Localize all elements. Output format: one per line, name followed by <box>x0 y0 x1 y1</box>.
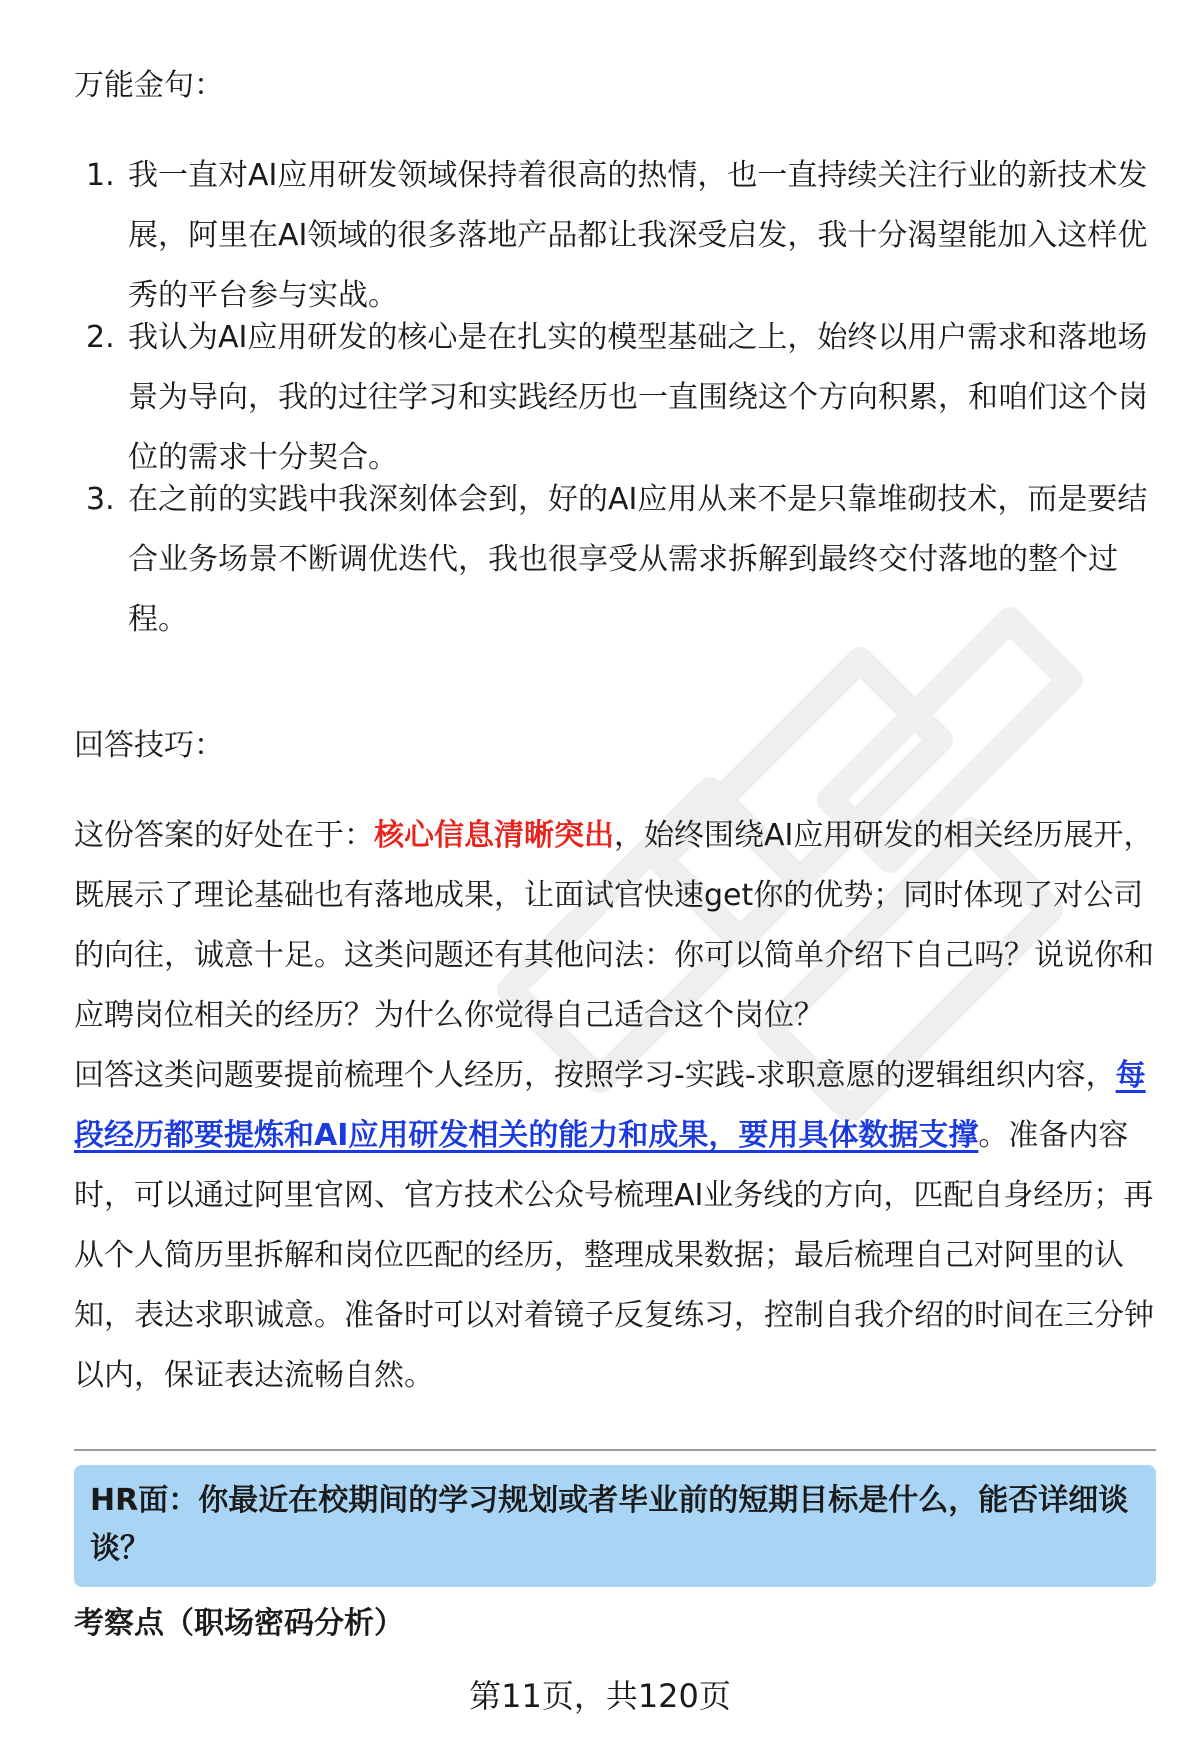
list-item-text: 我认为AI应用研发的核心是在扎实的模型基础之上，始终以用户需求和落地场景为导向，我的过往学习和实践经历也一直围绕这个方向积累，和咱们这个岗位的需求十分契合。 <box>128 320 1148 475</box>
list-item-text: 我一直对AI应用研发领域保持着很高的热情，也一直持续关注行业的新技术发展，阿里在AI领域的很多落地产品都让我深受启发，我十分渴望能加入这样优秀的平台参与实战。 <box>128 158 1148 313</box>
tips-p1-highlight: 核心信息清晰突出 <box>374 818 614 853</box>
tips-p1-prefix: 这份答案的好处在于： <box>74 818 374 853</box>
tips-p2-rest: 。准备内容时，可以通过阿里官网、官方技术公众号梳理AI业务线的方向，匹配自身经历；再从个人简历里拆解和岗位匹配的经历，整理成果数据；最后梳理自己对阿里的认知，表达求职诚意。准备时可以对着镜子反复练习，控制自我介绍的时间在三分钟以内，保证表达流畅自然。 <box>74 1118 1154 1393</box>
hr-question-box: HR面：你最近在校期间的学习规划或者毕业前的短期目标是什么，能否详细谈谈？ <box>74 1465 1156 1587</box>
tips-p2-highlight: 每段经历都要提炼和AI应用研发相关的能力和成果，要用具体数据支撑 <box>74 1058 1146 1153</box>
list-item-number: 1. <box>86 158 115 193</box>
list-item <box>74 146 1154 313</box>
list-item <box>74 470 1154 637</box>
analysis-heading: 考察点（职场密码分析） <box>74 1606 404 1641</box>
tips-paragraph-2 <box>74 1046 1154 1406</box>
tips-p1-rest: ，始终围绕AI应用研发的相关经历展开，既展示了理论基础也有落地成果，让面试官快速get你的优势；同时体现了对公司的向往，诚意十足。这类问题还有其他问法：你可以简单介绍下自己吗？说说你和应聘岗位相关的经历？为什么你觉得自己适合这个岗位？ <box>74 818 1154 1033</box>
section-divider <box>74 1449 1156 1451</box>
answer-tips-heading: 回答技巧： <box>74 728 224 763</box>
list-item <box>74 308 1154 475</box>
golden-sentences-heading: 万能金句： <box>74 68 224 103</box>
page-number-footer: 第11页，共120页 <box>469 1677 731 1715</box>
tips-p2-prefix: 回答这类问题要提前梳理个人经历，按照学习-实践-求职意愿的逻辑组织内容， <box>74 1058 1116 1093</box>
list-item-number: 3. <box>86 482 115 517</box>
list-item-text: 在之前的实践中我深刻体会到，好的AI应用从来不是只靠堆砌技术，而是要结合业务场景不断调优迭代，我也很享受从需求拆解到最终交付落地的整个过程。 <box>128 482 1148 637</box>
list-item-number: 2. <box>86 320 115 355</box>
tips-paragraph-1 <box>74 806 1154 1046</box>
golden-sentences-list <box>74 146 1154 637</box>
